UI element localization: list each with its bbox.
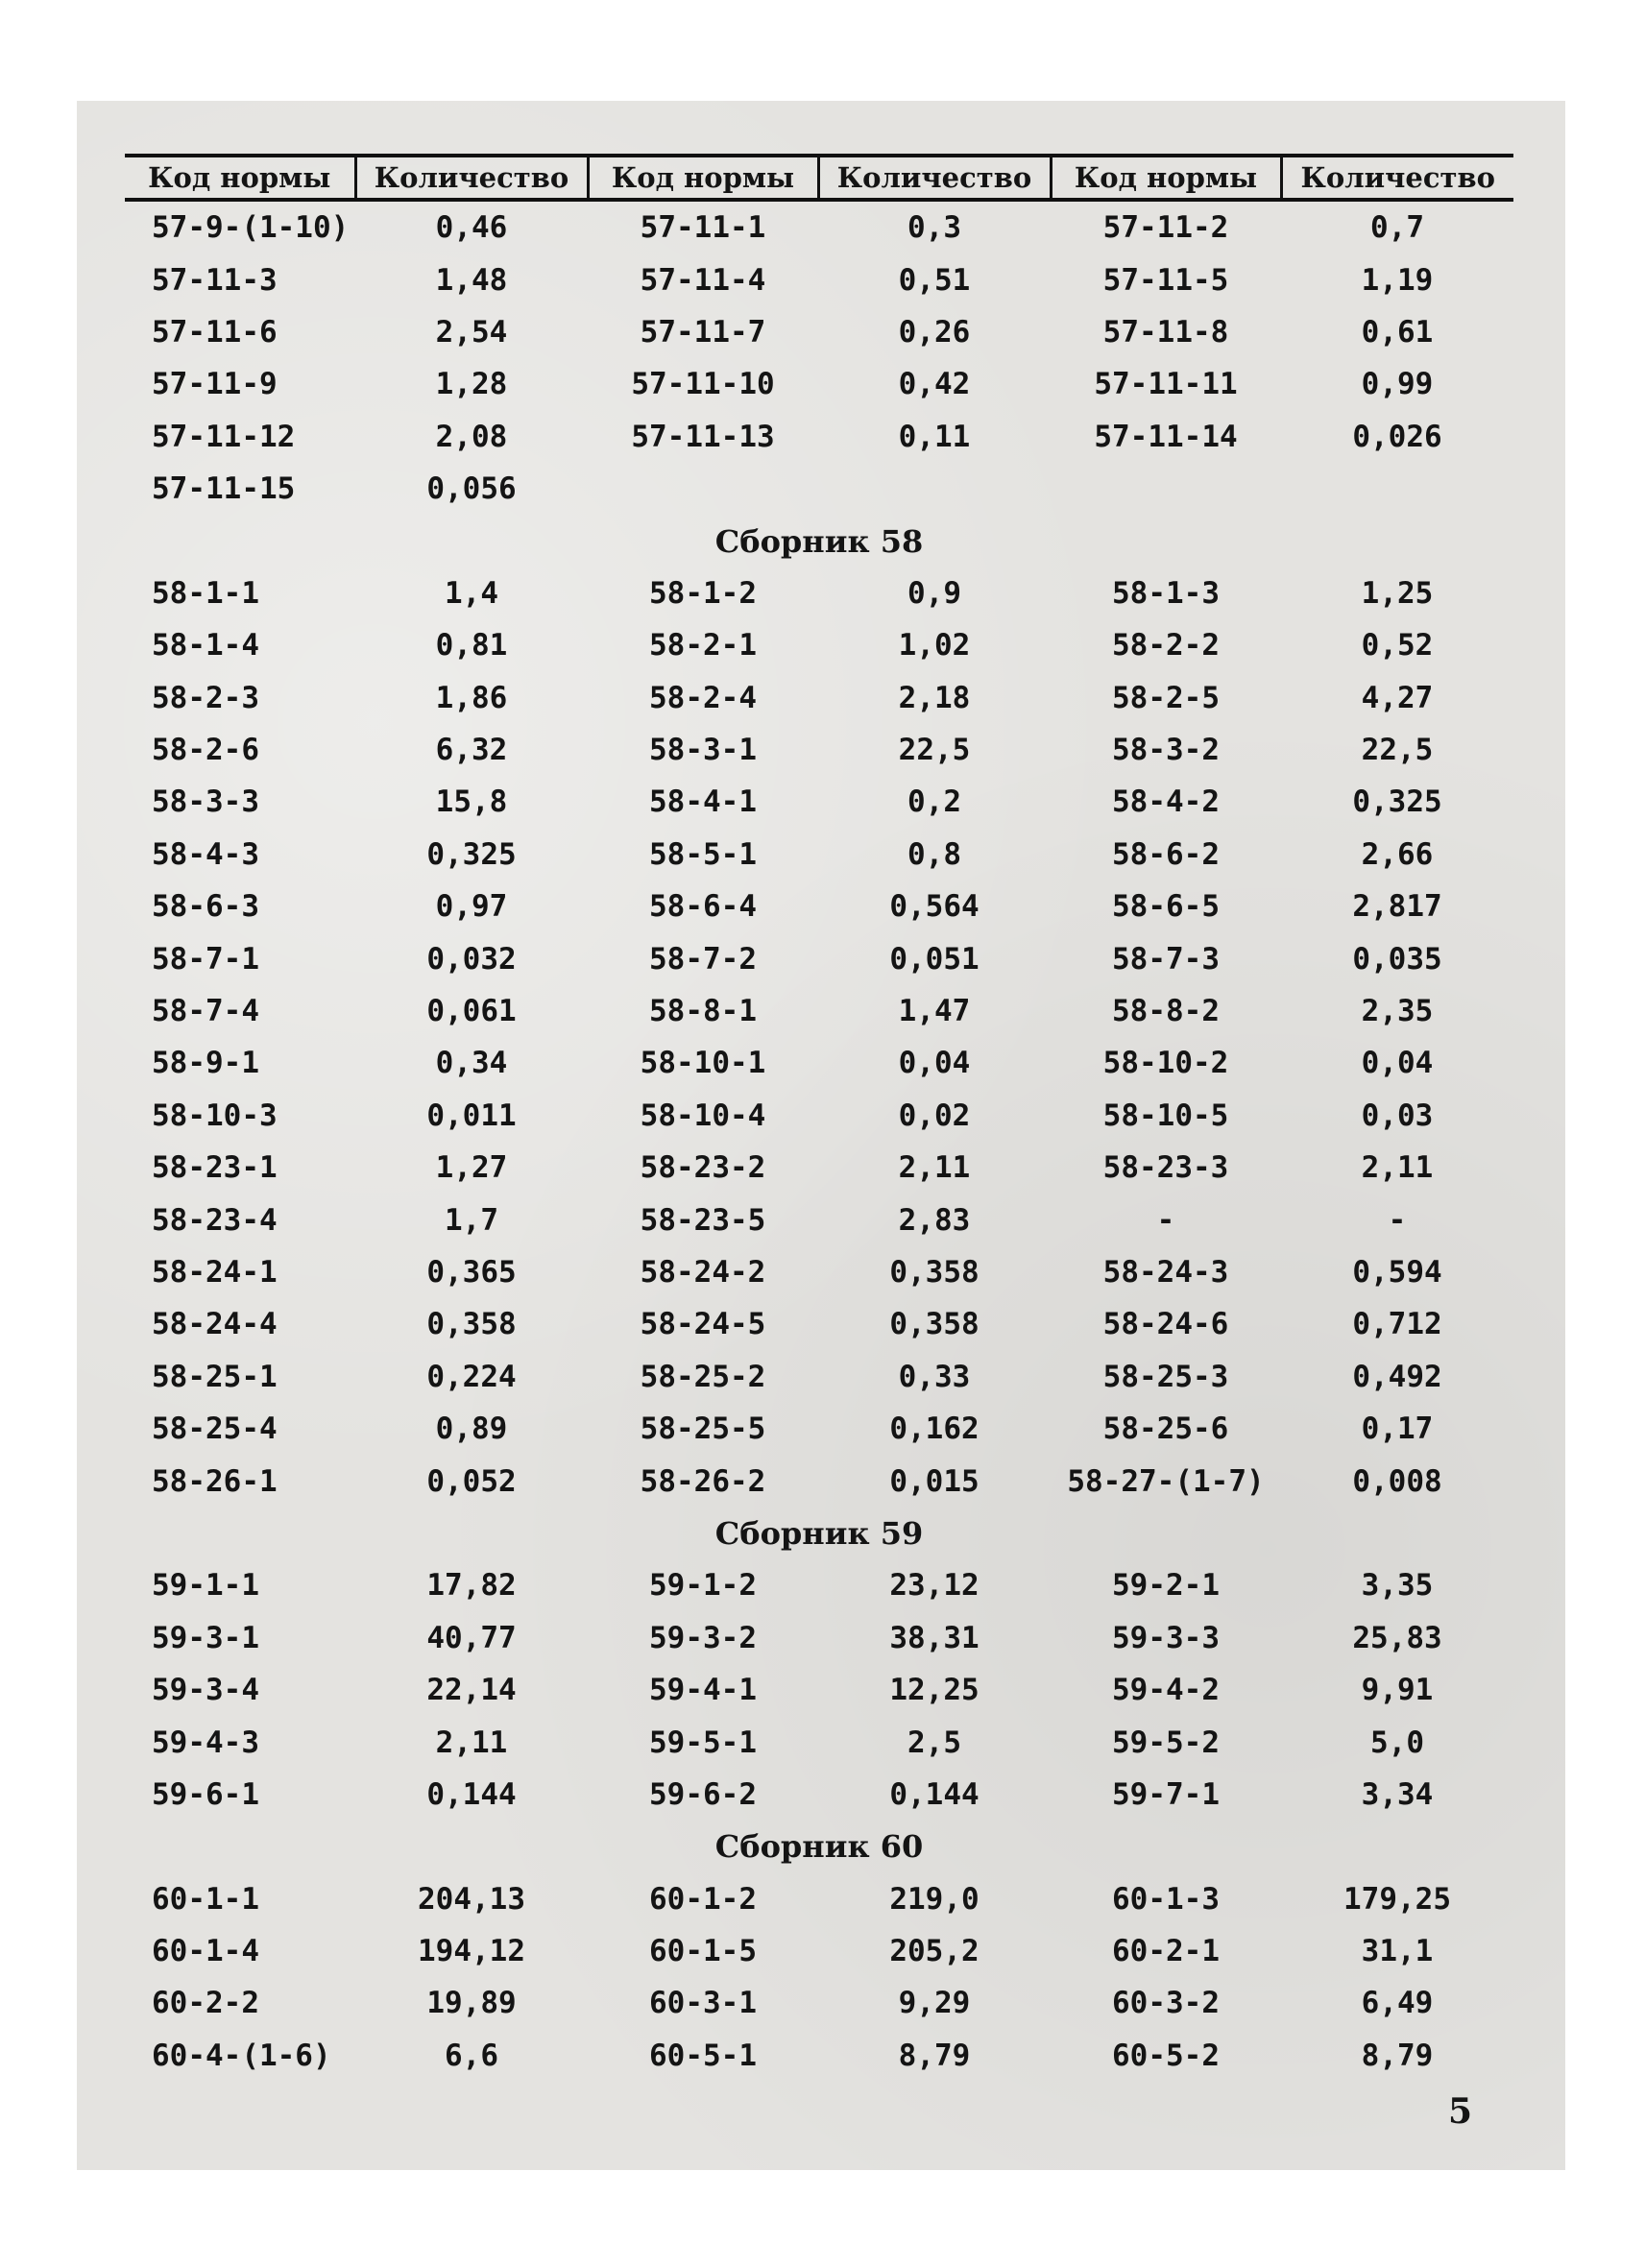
quantity-cell: 0,33 <box>898 1359 971 1394</box>
quantity-cell: 12,25 <box>889 1673 980 1708</box>
norm-code-cell: 57-11-11 <box>1094 367 1238 402</box>
norm-code-cell: 57-11-9 <box>152 367 278 402</box>
section-heading: Сборник 59 <box>714 1514 924 1552</box>
table-row <box>125 1664 1513 1716</box>
norm-code-cell: 59-4-2 <box>1112 1673 1220 1708</box>
page-number: 5 <box>1448 2091 1473 2132</box>
table-body <box>125 200 1513 2082</box>
quantity-cell: 0,81 <box>435 628 508 664</box>
quantity-cell: 0,358 <box>889 1307 980 1342</box>
quantity-cell: 2,54 <box>435 314 508 350</box>
norm-code-cell: 57-11-7 <box>640 314 766 350</box>
norm-code-cell: 58-4-1 <box>649 784 757 820</box>
quantity-cell: 2,11 <box>1361 1150 1434 1186</box>
header-quantity-3: Количество <box>1281 156 1513 200</box>
quantity-cell: 22,14 <box>426 1673 517 1708</box>
norm-code-cell: 58-24-2 <box>640 1255 766 1290</box>
norm-code-cell: 60-2-1 <box>1112 1934 1220 1969</box>
quantity-cell: 1,25 <box>1361 575 1434 611</box>
norm-code-cell: 59-7-1 <box>1112 1776 1220 1812</box>
norm-code-cell: 58-3-1 <box>649 733 757 768</box>
norm-code-cell: 58-7-3 <box>1112 941 1220 977</box>
table-row <box>125 1455 1513 1507</box>
norm-code-cell: 59-1-1 <box>152 1568 259 1604</box>
norm-code-cell: 58-1-2 <box>649 575 757 611</box>
quantity-cell: 40,77 <box>426 1620 517 1655</box>
norm-code-cell: 59-1-2 <box>649 1568 757 1604</box>
quantity-cell: 9,29 <box>898 1986 971 2021</box>
quantity-cell: 0,2 <box>907 784 961 820</box>
quantity-cell: 0,89 <box>435 1411 508 1447</box>
norm-code-cell: 60-3-2 <box>1112 1986 1220 2021</box>
quantity-cell: 0,17 <box>1361 1411 1434 1447</box>
norm-code-cell: 58-26-1 <box>152 1463 278 1499</box>
quantity-cell: 1,19 <box>1361 262 1434 298</box>
quantity-cell: 0,358 <box>889 1255 980 1290</box>
table-row <box>125 881 1513 932</box>
norm-code-cell: 60-4-(1-6) <box>152 2038 331 2073</box>
quantity-cell: 0,564 <box>889 889 980 925</box>
table-row <box>125 1142 1513 1194</box>
norm-code-cell: 58-24-4 <box>152 1307 278 1342</box>
quantity-cell: 0,015 <box>889 1463 980 1499</box>
quantity-cell: 1,4 <box>445 575 498 611</box>
section-heading: Сборник 60 <box>714 1828 924 1866</box>
quantity-cell: 0,712 <box>1352 1307 1442 1342</box>
quantity-cell: 0,224 <box>426 1359 517 1394</box>
table-row <box>125 1559 1513 1611</box>
norm-code-cell: 58-25-3 <box>1102 1359 1229 1394</box>
norm-code-cell: 59-3-3 <box>1112 1620 1220 1655</box>
norm-code-cell: 60-2-2 <box>152 1986 259 2021</box>
section-heading-row <box>125 1821 1513 1872</box>
quantity-cell: 2,66 <box>1361 836 1434 872</box>
quantity-cell: 2,35 <box>1361 994 1434 1029</box>
norm-code-cell: 59-3-4 <box>152 1673 259 1708</box>
norm-code-cell: 57-11-4 <box>640 262 766 298</box>
norm-code-cell: 60-1-5 <box>649 1934 757 1969</box>
norm-code-cell: 58-8-1 <box>649 994 757 1029</box>
quantity-cell: 22,5 <box>1361 733 1434 768</box>
quantity-cell: 0,8 <box>907 836 961 872</box>
quantity-cell: 0,11 <box>898 419 971 454</box>
quantity-cell: 0,04 <box>898 1046 971 1081</box>
norm-code-cell: 58-3-2 <box>1112 733 1220 768</box>
norm-code-cell: 58-1-4 <box>152 628 259 664</box>
table-row <box>125 672 1513 724</box>
norm-code-cell: 58-2-2 <box>1112 628 1220 664</box>
quantity-cell: 0,325 <box>426 836 517 872</box>
norm-code-cell: 59-3-2 <box>649 1620 757 1655</box>
norm-code-cell: 57-11-2 <box>1102 210 1229 246</box>
table-row <box>125 1977 1513 2029</box>
table-row <box>125 200 1513 253</box>
quantity-cell: 0,42 <box>898 367 971 402</box>
norm-code-cell: 58-2-5 <box>1112 680 1220 715</box>
quantity-cell: 4,27 <box>1361 680 1434 715</box>
norm-code-cell: 59-4-1 <box>649 1673 757 1708</box>
quantity-cell: 0,056 <box>426 471 517 507</box>
norm-code-cell: 57-11-13 <box>631 419 775 454</box>
quantity-cell: 2,11 <box>898 1150 971 1186</box>
norm-code-cell: 57-11-15 <box>152 471 296 507</box>
quantity-cell: 0,99 <box>1361 367 1434 402</box>
norm-code-cell: 58-10-4 <box>640 1098 766 1133</box>
quantity-cell: 0,026 <box>1352 419 1442 454</box>
norm-code-cell: 58-5-1 <box>649 836 757 872</box>
norm-code-cell: 60-5-1 <box>649 2038 757 2073</box>
norm-code-cell: 57-11-12 <box>152 419 296 454</box>
norm-code-cell: 58-23-2 <box>640 1150 766 1186</box>
norm-code-cell: 58-24-6 <box>1102 1307 1229 1342</box>
norm-code-cell <box>1051 463 1281 515</box>
norm-code-cell: 58-6-5 <box>1112 889 1220 925</box>
section-heading: Сборник 58 <box>714 522 924 560</box>
quantity-cell: 1,7 <box>445 1202 498 1238</box>
norm-code-cell: 58-1-1 <box>152 575 259 611</box>
quantity-cell: 0,46 <box>435 210 508 246</box>
quantity-cell: 19,89 <box>426 1986 517 2021</box>
quantity-cell: 205,2 <box>889 1934 980 1969</box>
table-row <box>125 1612 1513 1664</box>
norm-code-cell: 58-10-5 <box>1102 1098 1229 1133</box>
quantity-cell: 15,8 <box>435 784 508 820</box>
norm-code-cell: 58-23-4 <box>152 1202 278 1238</box>
norm-code-cell: 57-9-(1-10) <box>152 210 350 246</box>
norm-code-cell: 58-10-3 <box>152 1098 278 1133</box>
quantity-cell: 22,5 <box>898 733 971 768</box>
quantity-cell: 8,79 <box>898 2038 971 2073</box>
quantity-cell: 6,32 <box>435 733 508 768</box>
quantity-cell: 38,31 <box>889 1620 980 1655</box>
norm-code-cell: 60-5-2 <box>1112 2038 1220 2073</box>
norm-code-cell: 57-11-10 <box>631 367 775 402</box>
quantity-cell: 194,12 <box>418 1934 525 1969</box>
table-row <box>125 1769 1513 1821</box>
quantity-cell: 5,0 <box>1370 1725 1424 1760</box>
norm-code-cell: 60-1-4 <box>152 1934 259 1969</box>
quantity-cell: 0,594 <box>1352 1255 1442 1290</box>
norm-code-cell: 59-2-1 <box>1112 1568 1220 1604</box>
quantity-cell: 9,91 <box>1361 1673 1434 1708</box>
quantity-cell: 0,3 <box>907 210 961 246</box>
norm-code-cell: 57-11-3 <box>152 262 278 298</box>
norm-code-cell: 58-23-5 <box>640 1202 766 1238</box>
norm-code-cell: 58-6-3 <box>152 889 259 925</box>
quantity-cell: 6,6 <box>445 2038 498 2073</box>
quantity-cell: 3,35 <box>1361 1568 1434 1604</box>
quantity-cell: 0,97 <box>435 889 508 925</box>
quantity-cell: 0,61 <box>1361 314 1434 350</box>
quantity-cell: 0,144 <box>426 1776 517 1812</box>
table-row <box>125 358 1513 410</box>
table-row <box>125 1403 1513 1455</box>
table-row <box>125 1090 1513 1142</box>
quantity-cell: 1,02 <box>898 628 971 664</box>
norm-code-cell: 57-11-6 <box>152 314 278 350</box>
quantity-cell: 0,26 <box>898 314 971 350</box>
norm-code-cell: 58-7-2 <box>649 941 757 977</box>
table-row <box>125 619 1513 671</box>
table-row <box>125 1925 1513 1977</box>
header-norm-code-2: Код нормы <box>588 156 818 200</box>
norm-code-cell: 60-1-1 <box>152 1881 259 1917</box>
norm-code-cell: 58-2-3 <box>152 680 259 715</box>
quantity-cell: 0,144 <box>889 1776 980 1812</box>
table-row <box>125 1037 1513 1089</box>
norm-code-cell: 58-26-2 <box>640 1463 766 1499</box>
quantity-cell: 0,061 <box>426 994 517 1029</box>
quantity-cell: 0,051 <box>889 941 980 977</box>
quantity-cell: 0,325 <box>1352 784 1442 820</box>
quantity-cell: 0,52 <box>1361 628 1434 664</box>
norm-code-cell: 58-23-1 <box>152 1150 278 1186</box>
norms-table-container <box>125 154 1512 2082</box>
norm-code-cell: 58-2-4 <box>649 680 757 715</box>
norm-code-cell: 57-11-5 <box>1102 262 1229 298</box>
norm-code-cell: 58-6-2 <box>1112 836 1220 872</box>
quantity-cell: 1,28 <box>435 367 508 402</box>
quantity-cell: 2,817 <box>1352 889 1442 925</box>
table-row <box>125 306 1513 358</box>
norm-code-cell: 58-4-3 <box>152 836 259 872</box>
norm-code-cell: 58-25-2 <box>640 1359 766 1394</box>
norm-code-cell: 59-3-1 <box>152 1620 259 1655</box>
table-row <box>125 1194 1513 1245</box>
quantity-cell: 0,34 <box>435 1046 508 1081</box>
quantity-cell: 2,18 <box>898 680 971 715</box>
quantity-cell: 8,79 <box>1361 2038 1434 2073</box>
norm-code-cell: - <box>1156 1202 1175 1238</box>
norm-code-cell: 58-27-(1-7) <box>1067 1463 1265 1499</box>
norm-code-cell: 58-24-3 <box>1102 1255 1229 1290</box>
table-row <box>125 932 1513 984</box>
quantity-cell: 0,03 <box>1361 1098 1434 1133</box>
section-heading-row <box>125 515 1513 567</box>
header-norm-code-3: Код нормы <box>1051 156 1281 200</box>
quantity-cell: 0,7 <box>1370 210 1424 246</box>
norm-code-cell: 58-23-3 <box>1102 1150 1229 1186</box>
norm-code-cell: 58-6-4 <box>649 889 757 925</box>
norm-code-cell: 58-2-6 <box>152 733 259 768</box>
quantity-cell: 2,83 <box>898 1202 971 1238</box>
quantity-cell: 0,011 <box>426 1098 517 1133</box>
quantity-cell: 2,5 <box>907 1725 961 1760</box>
table-row <box>125 1298 1513 1350</box>
norm-code-cell: 58-7-1 <box>152 941 259 977</box>
norms-table <box>125 154 1513 2082</box>
quantity-cell: 2,08 <box>435 419 508 454</box>
norm-code-cell: 59-6-2 <box>649 1776 757 1812</box>
norm-code-cell: 58-10-1 <box>640 1046 766 1081</box>
table-row <box>125 1351 1513 1403</box>
header-quantity-2: Количество <box>818 156 1051 200</box>
quantity-cell: 1,86 <box>435 680 508 715</box>
norm-code-cell: 58-25-5 <box>640 1411 766 1447</box>
norm-code-cell: 58-24-5 <box>640 1307 766 1342</box>
quantity-cell: 0,162 <box>889 1411 980 1447</box>
quantity-cell: 23,12 <box>889 1568 980 1604</box>
norm-code-cell: 57-11-14 <box>1094 419 1238 454</box>
table-row <box>125 829 1513 881</box>
table-row <box>125 463 1513 515</box>
norm-code-cell: 58-9-1 <box>152 1046 259 1081</box>
header-quantity-1: Количество <box>355 156 588 200</box>
table-row <box>125 253 1513 305</box>
quantity-cell: 219,0 <box>889 1881 980 1917</box>
quantity-cell <box>1281 463 1513 515</box>
norm-code-cell: 58-25-6 <box>1102 1411 1229 1447</box>
header-norm-code-1: Код нормы <box>125 156 355 200</box>
norm-code-cell: 58-24-1 <box>152 1255 278 1290</box>
norm-code-cell: 58-3-3 <box>152 784 259 820</box>
quantity-cell: 0,02 <box>898 1098 971 1133</box>
quantity-cell: 204,13 <box>418 1881 525 1917</box>
quantity-cell: 2,11 <box>435 1725 508 1760</box>
quantity-cell: 6,49 <box>1361 1986 1434 2021</box>
norm-code-cell: 58-10-2 <box>1102 1046 1229 1081</box>
norm-code-cell: 59-4-3 <box>152 1725 259 1760</box>
quantity-cell: 17,82 <box>426 1568 517 1604</box>
quantity-cell: - <box>1388 1202 1407 1238</box>
quantity-cell: 31,1 <box>1361 1934 1434 1969</box>
norm-code-cell: 58-25-1 <box>152 1359 278 1394</box>
quantity-cell: 1,27 <box>435 1150 508 1186</box>
norm-code-cell: 57-11-1 <box>640 210 766 246</box>
norm-code-cell: 58-4-2 <box>1112 784 1220 820</box>
quantity-cell: 0,035 <box>1352 941 1442 977</box>
table-row <box>125 985 1513 1037</box>
norm-code-cell: 60-1-2 <box>649 1881 757 1917</box>
norm-code-cell: 58-7-4 <box>152 994 259 1029</box>
table-row <box>125 2030 1513 2082</box>
table-row <box>125 776 1513 828</box>
table-row <box>125 724 1513 776</box>
quantity-cell: 179,25 <box>1343 1881 1451 1917</box>
quantity-cell: 0,04 <box>1361 1046 1434 1081</box>
scanned-page <box>77 101 1565 2170</box>
quantity-cell: 1,48 <box>435 262 508 298</box>
norm-code-cell: 58-8-2 <box>1112 994 1220 1029</box>
quantity-cell: 0,032 <box>426 941 517 977</box>
quantity-cell <box>818 463 1051 515</box>
quantity-cell: 0,052 <box>426 1463 517 1499</box>
norm-code-cell: 59-5-2 <box>1112 1725 1220 1760</box>
quantity-cell: 25,83 <box>1352 1620 1442 1655</box>
table-header-row <box>125 156 1513 200</box>
quantity-cell: 0,358 <box>426 1307 517 1342</box>
table-row <box>125 1716 1513 1768</box>
norm-code-cell: 58-2-1 <box>649 628 757 664</box>
norm-code-cell: 60-1-3 <box>1112 1881 1220 1917</box>
quantity-cell: 0,008 <box>1352 1463 1442 1499</box>
norm-code-cell: 60-3-1 <box>649 1986 757 2021</box>
norm-code-cell: 59-6-1 <box>152 1776 259 1812</box>
table-row <box>125 1873 1513 1925</box>
quantity-cell: 0,51 <box>898 262 971 298</box>
quantity-cell: 1,47 <box>898 994 971 1029</box>
section-heading-row <box>125 1508 1513 1559</box>
norm-code-cell: 58-25-4 <box>152 1411 278 1447</box>
quantity-cell: 0,9 <box>907 575 961 611</box>
norm-code-cell: 59-5-1 <box>649 1725 757 1760</box>
quantity-cell: 3,34 <box>1361 1776 1434 1812</box>
quantity-cell: 0,365 <box>426 1255 517 1290</box>
table-row <box>125 1246 1513 1298</box>
norm-code-cell: 58-1-3 <box>1112 575 1220 611</box>
norm-code-cell: 57-11-8 <box>1102 314 1229 350</box>
norm-code-cell <box>588 463 818 515</box>
table-row <box>125 567 1513 619</box>
quantity-cell: 0,492 <box>1352 1359 1442 1394</box>
table-row <box>125 411 1513 463</box>
